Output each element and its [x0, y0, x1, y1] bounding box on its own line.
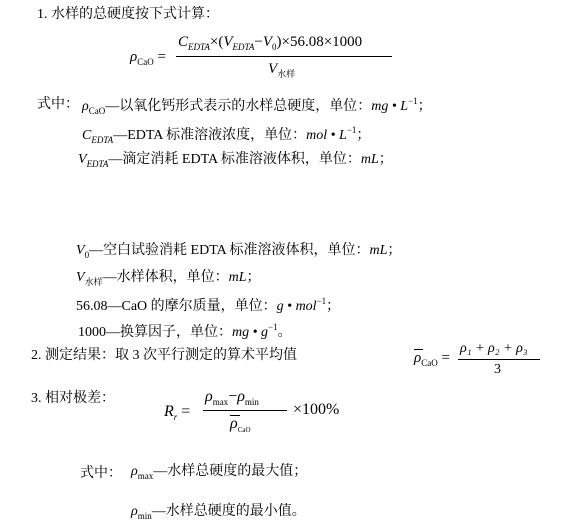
num3-minus: −	[228, 388, 238, 405]
def7-text: —换算因子，单位：	[106, 325, 232, 340]
def7-symbol: 1000	[78, 325, 106, 340]
num-v0: V	[262, 34, 272, 50]
def6-symbol: 56.08	[76, 299, 108, 314]
num3-rho-min: ρ	[237, 388, 245, 405]
def2-text: —EDTA 标准溶液浓度，单位：	[113, 128, 307, 143]
def-line-5	[76, 271, 260, 287]
num-c-sub: EDTA	[188, 42, 210, 52]
def3-symbol: V	[78, 152, 87, 167]
formula3-tail: ×100%	[293, 401, 340, 418]
def5-sub: 水样	[84, 277, 103, 287]
section1-where-label: 式中：	[37, 97, 79, 112]
def3-text: —滴定消耗 EDTA 标准溶液体积，单位：	[108, 152, 361, 167]
def6-unit: g • mol	[276, 299, 317, 314]
def2-sub: EDTA	[91, 135, 114, 145]
def-line-3	[78, 153, 393, 169]
num-times1: ×	[209, 34, 219, 50]
section3-heading: 3. 相对极差：	[31, 391, 115, 406]
def3-1-symbol: ρ	[131, 464, 138, 479]
formula3-equals: =	[181, 403, 191, 420]
formula3-fraction-bar	[203, 410, 287, 411]
num-lparen: (	[218, 34, 224, 50]
def4-text: —空白试验消耗 EDTA 标准溶液体积，单位：	[89, 243, 370, 258]
def7-unit-sup: −1	[268, 322, 278, 332]
num-minus: −	[254, 34, 263, 50]
def-line-1	[82, 97, 432, 116]
formula2-denominator: 3	[494, 362, 501, 377]
formula2-fraction-bar	[458, 359, 540, 360]
def2-symbol: C	[82, 128, 92, 143]
section1-heading: 1. 水样的总硬度按下式计算：	[37, 7, 219, 22]
num-v1-sub: EDTA	[232, 42, 255, 52]
def5-symbol: V	[76, 270, 85, 285]
section3-where-label: 式中：	[80, 466, 122, 481]
formula2-numerator: ρ₁ + ρ₂ + ρ₃	[460, 341, 528, 356]
def3-1-sub: max	[137, 471, 154, 481]
num-rparen: )	[276, 34, 282, 50]
def1-tail: ；	[417, 99, 432, 114]
num3-rho-max: ρ	[205, 388, 213, 405]
def3-2-text: —水样总硬度的最小值。	[151, 504, 306, 519]
formula1-fraction-bar	[176, 56, 392, 57]
def1-text: —以氧化钙形式表示的水样总硬度，单位：	[105, 99, 372, 114]
def3-2-symbol: ρ	[131, 504, 138, 519]
num-v1: V	[223, 34, 233, 50]
den-v: V	[268, 61, 278, 77]
section2-text: 2. 测定结果：取 3 次平行测定的算术平均值	[31, 348, 297, 363]
def4-unit: mL	[369, 243, 388, 258]
def-line-2	[82, 126, 370, 145]
den3-rho: ρ	[230, 415, 238, 432]
def3-line-2	[131, 505, 306, 521]
def3-tail: ；	[378, 152, 393, 167]
def5-unit: mL	[228, 270, 247, 285]
formula1-lhs	[130, 50, 166, 67]
def1-unit-sup: −1	[408, 96, 418, 106]
num3-max-sub: max	[212, 397, 229, 407]
def3-unit: mL	[360, 152, 379, 167]
formula2-lhs-symbol: ρ	[414, 350, 422, 366]
formula3-denominator	[230, 416, 251, 434]
formula3-mean-overline	[230, 415, 240, 416]
def6-tail: ；	[326, 299, 341, 314]
def3-line-1	[131, 465, 307, 481]
def-line-6	[76, 297, 340, 314]
def4-tail: ；	[387, 243, 402, 258]
def1-symbol: ρ	[82, 99, 89, 114]
def7-unit: mg • g	[232, 325, 269, 340]
formula1-lhs-sub: CaO	[137, 57, 154, 67]
def3-sub: EDTA	[86, 159, 109, 169]
def1-unit: mg • L	[371, 99, 409, 114]
den-sub: 水样	[277, 69, 296, 79]
formula1-equals: =	[157, 49, 166, 65]
formula2-lhs	[414, 351, 450, 368]
formula2-equals: =	[441, 350, 450, 366]
num-v0-sub: 0	[271, 42, 277, 52]
den3-sub: CaO	[237, 426, 251, 434]
def2-unit: mol • L	[306, 128, 347, 143]
num3-min-sub: min	[244, 397, 259, 407]
formula1-denominator	[268, 62, 295, 79]
def2-tail: ；	[356, 128, 371, 143]
def3-1-text: —水样总硬度的最大值；	[153, 464, 308, 479]
formula3-r: R	[164, 403, 174, 420]
def6-text: —CaO 的摩尔质量，单位：	[107, 299, 277, 314]
def2-unit-sup: −1	[346, 125, 357, 135]
formula3-lhs	[164, 404, 190, 422]
def4-symbol: V	[76, 243, 85, 258]
def3-2-sub: min	[137, 511, 152, 521]
formula3-numerator	[205, 389, 259, 407]
formula2-mean-overline	[414, 349, 423, 350]
def1-sub: CaO	[88, 106, 106, 116]
def-line-7	[78, 323, 292, 340]
def5-text: —水样体积，单位：	[102, 270, 229, 285]
num-tail: ×56.08×1000	[281, 34, 363, 50]
formula1-lhs-symbol: ρ	[130, 49, 138, 65]
formula1-numerator	[178, 35, 362, 52]
def-line-4	[76, 244, 401, 260]
def7-tail: 。	[277, 325, 292, 340]
def6-unit-sup: −1	[316, 296, 327, 306]
formula2-lhs-sub: CaO	[421, 358, 438, 368]
formula3-r-sub: r	[173, 412, 178, 422]
num-c: C	[178, 34, 189, 50]
def5-tail: ；	[246, 270, 261, 285]
def4-sub: 0	[84, 250, 90, 260]
